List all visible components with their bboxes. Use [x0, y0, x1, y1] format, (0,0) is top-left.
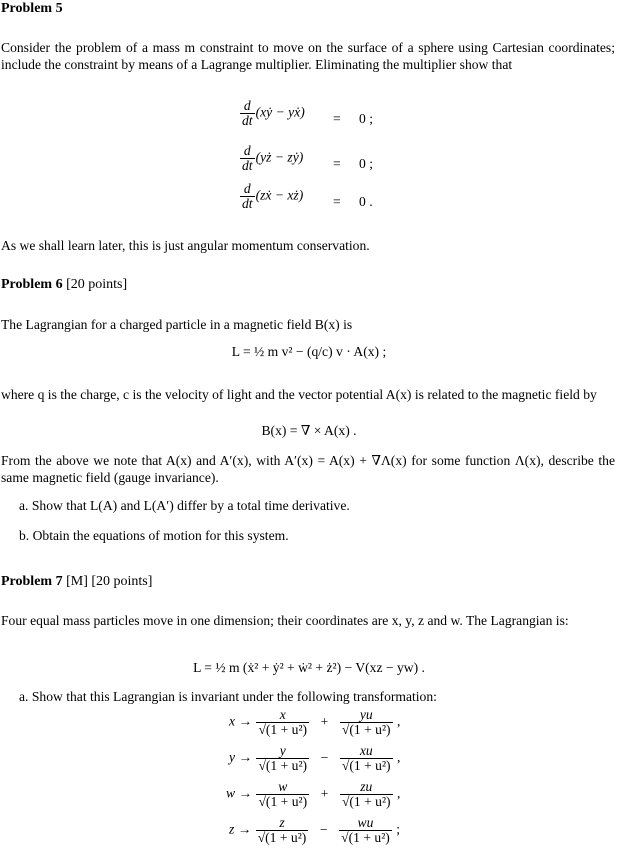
problem-6-intro: The Lagrangian for a charged particle in a magnetic field B(x) is: [1, 317, 353, 332]
problem-7-tags: [M] [20 points]: [66, 574, 153, 589]
equation-row: $\frac{d}{dt}$ (yż − zẏ): [242, 143, 304, 173]
problem-6-lagrangian: L = ½ m v² − (q/c) v · A(x) ;: [231, 344, 387, 359]
transform-row: y → $\frac{y}{\text{√(1 + u²)}}$ − $\frac{xu}{\text{√(1 + u²)}}$ ,: [229, 743, 401, 773]
equation-lhs: (zẋ − xż): [255, 187, 304, 203]
problem-6-where: where q is the charge, c is the velocity of light and the vector potential A(x) is related to the magnetic field by: [1, 387, 597, 402]
item-text: Show that L(A) and L(A′) differ by a total time derivative.: [31, 498, 350, 513]
item-label: a.: [19, 689, 29, 704]
equals-sign: =: [333, 111, 341, 126]
equals-sign: =: [333, 194, 341, 209]
transform-den: √(1 + u²): [341, 830, 390, 845]
equals-sign: =: [333, 156, 341, 171]
problem-5-intro: [1, 39, 615, 73]
item-label: a.: [19, 498, 29, 513]
problem-7-lagrangian: L = ½ m (ẋ² + ẏ² + ẇ² + ż²) − V(xz − yw) .: [193, 660, 425, 675]
problem-6-heading: [1, 276, 615, 293]
transform-num1: y: [256, 744, 309, 759]
transform-num2: xu: [340, 744, 393, 759]
transform-var: z: [229, 821, 235, 837]
transform-var: x: [229, 713, 236, 729]
problem-6-title: Problem 6: [1, 277, 63, 292]
transform-den: √(1 + u²): [341, 722, 391, 737]
problem-6-item-a: [19, 497, 609, 514]
transform-end: ;: [396, 821, 400, 837]
transform-op: −: [319, 821, 328, 837]
problem-7-item-a: [19, 688, 609, 705]
transform-var: y: [229, 749, 236, 765]
equation-rhs: 0 ;: [359, 156, 373, 171]
transform-row: x → $\frac{x}{\text{√(1 + u²)}}$ + $\frac{yu}{\text{√(1 + u²)}}$ ,: [229, 707, 401, 737]
equation-row: $\frac{d}{dt}$ (zẋ − xż): [242, 181, 304, 211]
problem-7-heading: [1, 573, 615, 590]
equation-rhs: 0 ;: [359, 111, 373, 126]
equation-row: $\frac{d}{dt}$ (xẏ − yẋ): [242, 98, 305, 128]
transform-num1: z: [256, 816, 309, 831]
transform-var: w: [226, 785, 236, 801]
equation-lhs: (xẏ − yẋ): [255, 104, 305, 120]
item-text: Obtain the equations of motion for this system.: [32, 528, 289, 543]
problem-7-title: Problem 7: [1, 574, 63, 589]
item-text: Show that this Lagrangian is invariant under the following transformation:: [31, 689, 437, 704]
transform-den: √(1 + u²): [258, 758, 308, 773]
transform-num1: w: [256, 780, 309, 795]
problem-6-item-b: [19, 527, 609, 544]
transform-den: √(1 + u²): [258, 722, 308, 737]
equation-lhs: (yż − zẏ): [255, 149, 304, 165]
transform-den: √(1 + u²): [341, 794, 391, 809]
transform-end: ,: [396, 749, 401, 765]
transform-end: ,: [396, 713, 401, 729]
transform-op: +: [320, 785, 329, 801]
transform-num2: zu: [340, 780, 393, 795]
transform-num2: wu: [339, 816, 392, 831]
problem-7-intro: Four equal mass particles move in one dimension; their coordinates are x, y, z and w. The Lagrangian is:: [1, 613, 569, 628]
item-label: b.: [19, 528, 30, 543]
problem-6-field-equation: B(x) = ∇ × A(x) .: [261, 423, 357, 438]
transform-row: z → $\frac{z}{\text{√(1 + u²)}}$ − $\frac{wu}{\text{√(1 + u²)}}$ ;: [229, 815, 400, 845]
transform-den: √(1 + u²): [258, 794, 308, 809]
problem-5-heading: Problem 5: [1, 1, 63, 16]
transform-den: √(1 + u²): [341, 758, 391, 773]
transform-row: w → $\frac{w}{\text{√(1 + u²)}}$ + $\frac{zu}{\text{√(1 + u²)}}$ ,: [226, 779, 401, 809]
problem-6-points: [20 points]: [66, 277, 128, 292]
transform-op: −: [320, 749, 329, 765]
transform-op: +: [320, 713, 329, 729]
equation-rhs: 0 .: [359, 194, 373, 209]
transform-end: ,: [397, 785, 401, 801]
transform-num1: x: [256, 708, 309, 723]
problem-5-intro-text: Consider the problem of a mass m constraint to move on the surface of a sphere using Cartesian coordinates; include the constraint by means of a Lagrange multiplier. Eliminating the multiplier show that: [1, 40, 615, 72]
transform-num2: yu: [340, 708, 393, 723]
problem-5-outro: As we shall learn later, this is just angular momentum conservation.: [1, 238, 370, 253]
problem-6-gauge: From the above we note that A(x) and A′(x), with A′(x) = A(x) + ∇Λ(x) for some function Λ(x), describe the same magnetic field (gauge invariance).: [1, 453, 615, 485]
transform-den: √(1 + u²): [257, 830, 307, 845]
